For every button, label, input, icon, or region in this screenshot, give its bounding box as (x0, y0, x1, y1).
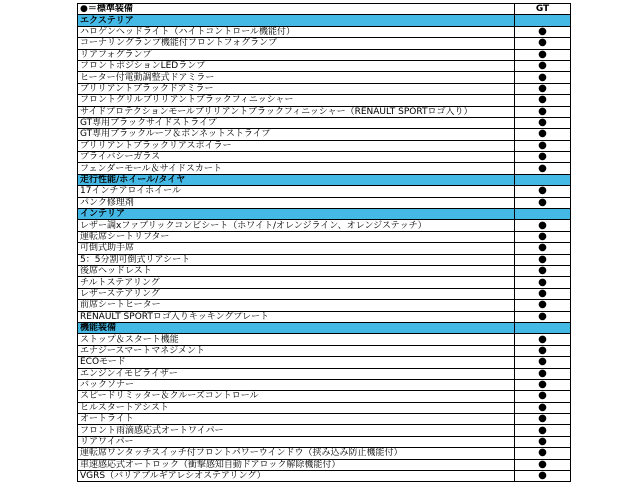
standard-mark-cell: ● (515, 186, 571, 197)
table-row (78, 197, 571, 208)
feature-name: フェンダーモール＆サイドスカート (78, 163, 515, 174)
table-row (78, 311, 571, 322)
table-row (78, 448, 571, 459)
table-row (78, 277, 571, 288)
table-row (78, 38, 571, 49)
table-row (78, 391, 571, 402)
table-row (78, 288, 571, 299)
table-row (78, 186, 571, 197)
table-row (78, 72, 571, 83)
standard-mark-cell: ● (515, 197, 571, 208)
feature-name: リアフォグランプ (78, 49, 515, 60)
table-row (78, 243, 571, 254)
table-row (78, 220, 571, 231)
table-row (78, 368, 571, 379)
standard-mark-cell: ● (515, 83, 571, 94)
table-row (78, 357, 571, 368)
feature-name: バックソナー (78, 379, 515, 390)
spec-table-body (78, 4, 571, 482)
feature-name: エンジンイモビライザー (78, 368, 515, 379)
feature-name: ECOモード (78, 357, 515, 368)
standard-mark-cell: ● (515, 220, 571, 231)
standard-mark-cell: ● (515, 26, 571, 37)
feature-name: 前席シートヒーター (78, 300, 515, 311)
standard-mark-cell: ● (515, 300, 571, 311)
feature-name: GT専用ブラックサイドストライプ (78, 117, 515, 128)
table-row (78, 60, 571, 71)
standard-mark-cell: ● (515, 448, 571, 459)
table-row (78, 231, 571, 242)
table-row (78, 152, 571, 163)
grade-gt-header: GT (515, 4, 571, 15)
legend-cell: ●＝標準装備 (78, 4, 515, 15)
feature-name: 運転席シートリフター (78, 231, 515, 242)
feature-name: スピードリミッター＆クルーズコントロール (78, 391, 515, 402)
feature-name: 17インチアロイホイール (78, 186, 515, 197)
feature-name: 可倒式助手席 (78, 243, 515, 254)
table-row (78, 459, 571, 470)
table-row (78, 471, 571, 482)
standard-mark-cell: ● (515, 277, 571, 288)
section-title: インテリア (78, 209, 515, 220)
table-row (78, 83, 571, 94)
standard-mark-cell: ● (515, 129, 571, 140)
feature-name: ブリリアントブラックドアミラー (78, 83, 515, 94)
equipment-spec-table (77, 3, 571, 482)
section-header-row (78, 174, 571, 185)
standard-mark-cell: ● (515, 117, 571, 128)
table-header-row (78, 4, 571, 15)
table-row (78, 254, 571, 265)
standard-mark-cell: ● (515, 265, 571, 276)
section-title: 走行性能/ホイール/タイヤ (78, 174, 515, 185)
standard-mark-cell: ● (515, 60, 571, 71)
standard-mark-cell: ● (515, 254, 571, 265)
feature-name: レザーステアリング (78, 288, 515, 299)
standard-mark-cell: ● (515, 243, 571, 254)
table-row (78, 140, 571, 151)
section-grade-cell (515, 174, 571, 185)
standard-mark-cell: ● (515, 152, 571, 163)
standard-mark-cell: ● (515, 459, 571, 470)
table-row (78, 265, 571, 276)
standard-mark-cell: ● (515, 414, 571, 425)
feature-name: レザー調xファブリックコンビシート（ホワイト/オレンジライン、オレンジステッチ） (78, 220, 515, 231)
feature-name: VGRS（バリアブルギアレシオステアリング） (78, 471, 515, 482)
feature-name: フロント雨滴感応式オートワイパー (78, 425, 515, 436)
table-row (78, 129, 571, 140)
feature-name: 後席ヘッドレスト (78, 265, 515, 276)
feature-name: ストップ＆スタート機能 (78, 334, 515, 345)
table-row (78, 414, 571, 425)
section-title: 機能装備 (78, 322, 515, 333)
standard-mark-cell: ● (515, 288, 571, 299)
feature-name: フロントポジションLEDランプ (78, 60, 515, 71)
table-row (78, 26, 571, 37)
table-row (78, 117, 571, 128)
feature-name: ヒルスタートアシスト (78, 402, 515, 413)
standard-mark-cell: ● (515, 425, 571, 436)
feature-name: 運転席ワンタッチスイッチ付フロントパワーウインドウ（挟み込み防止機能付） (78, 448, 515, 459)
standard-mark-cell: ● (515, 106, 571, 117)
standard-mark-cell: ● (515, 368, 571, 379)
feature-name: RENAULT SPORTロゴ入りキッキングプレート (78, 311, 515, 322)
section-grade-cell (515, 15, 571, 26)
section-grade-cell (515, 209, 571, 220)
table-row (78, 49, 571, 60)
feature-name: エナジースマートマネジメント (78, 345, 515, 356)
section-header-row (78, 15, 571, 26)
standard-mark-cell: ● (515, 163, 571, 174)
standard-mark-cell: ● (515, 357, 571, 368)
standard-mark-cell: ● (515, 436, 571, 447)
section-header-row (78, 322, 571, 333)
feature-name: フロントグリルブリリアントブラックフィニッシャー (78, 95, 515, 106)
feature-name: コーナリングランプ機能付フロントフォグランプ (78, 38, 515, 49)
standard-mark-cell: ● (515, 311, 571, 322)
standard-mark-cell: ● (515, 334, 571, 345)
feature-name: オートライト (78, 414, 515, 425)
standard-mark-cell: ● (515, 140, 571, 151)
standard-mark-cell: ● (515, 345, 571, 356)
standard-mark-cell: ● (515, 471, 571, 482)
feature-name: プライバシーガラス (78, 152, 515, 163)
table-row (78, 300, 571, 311)
table-row (78, 163, 571, 174)
standard-mark-cell: ● (515, 38, 571, 49)
table-row (78, 379, 571, 390)
feature-name: パンク修理剤 (78, 197, 515, 208)
feature-name: ヒーター付電動調整式ドアミラー (78, 72, 515, 83)
table-row (78, 334, 571, 345)
section-header-row (78, 209, 571, 220)
feature-name: サイドプロテクションモールブリリアントブラックフィニッシャー（RENAULT SPORTロゴ入り） (78, 106, 515, 117)
standard-mark-cell: ● (515, 95, 571, 106)
table-row (78, 402, 571, 413)
section-title: エクステリア (78, 15, 515, 26)
feature-name: ブリリアントブラックリアスポイラー (78, 140, 515, 151)
table-row (78, 95, 571, 106)
feature-name: GT専用ブラックルーフ＆ボンネットストライプ (78, 129, 515, 140)
standard-mark-cell: ● (515, 231, 571, 242)
feature-name: チルトステアリング (78, 277, 515, 288)
standard-mark-cell: ● (515, 49, 571, 60)
table-row (78, 106, 571, 117)
table-row (78, 425, 571, 436)
standard-mark-cell: ● (515, 391, 571, 402)
feature-name: 車速感応式オートロック（衝撃感知自動ドアロック解除機能付） (78, 459, 515, 470)
standard-mark-cell: ● (515, 72, 571, 83)
standard-mark-cell: ● (515, 402, 571, 413)
table-row (78, 436, 571, 447)
feature-name: 5：5分割可倒式リアシート (78, 254, 515, 265)
standard-mark-cell: ● (515, 379, 571, 390)
table-row (78, 345, 571, 356)
feature-name: ハロゲンヘッドライト（ハイトコントロール機能付） (78, 26, 515, 37)
section-grade-cell (515, 322, 571, 333)
feature-name: リアワイパー (78, 436, 515, 447)
